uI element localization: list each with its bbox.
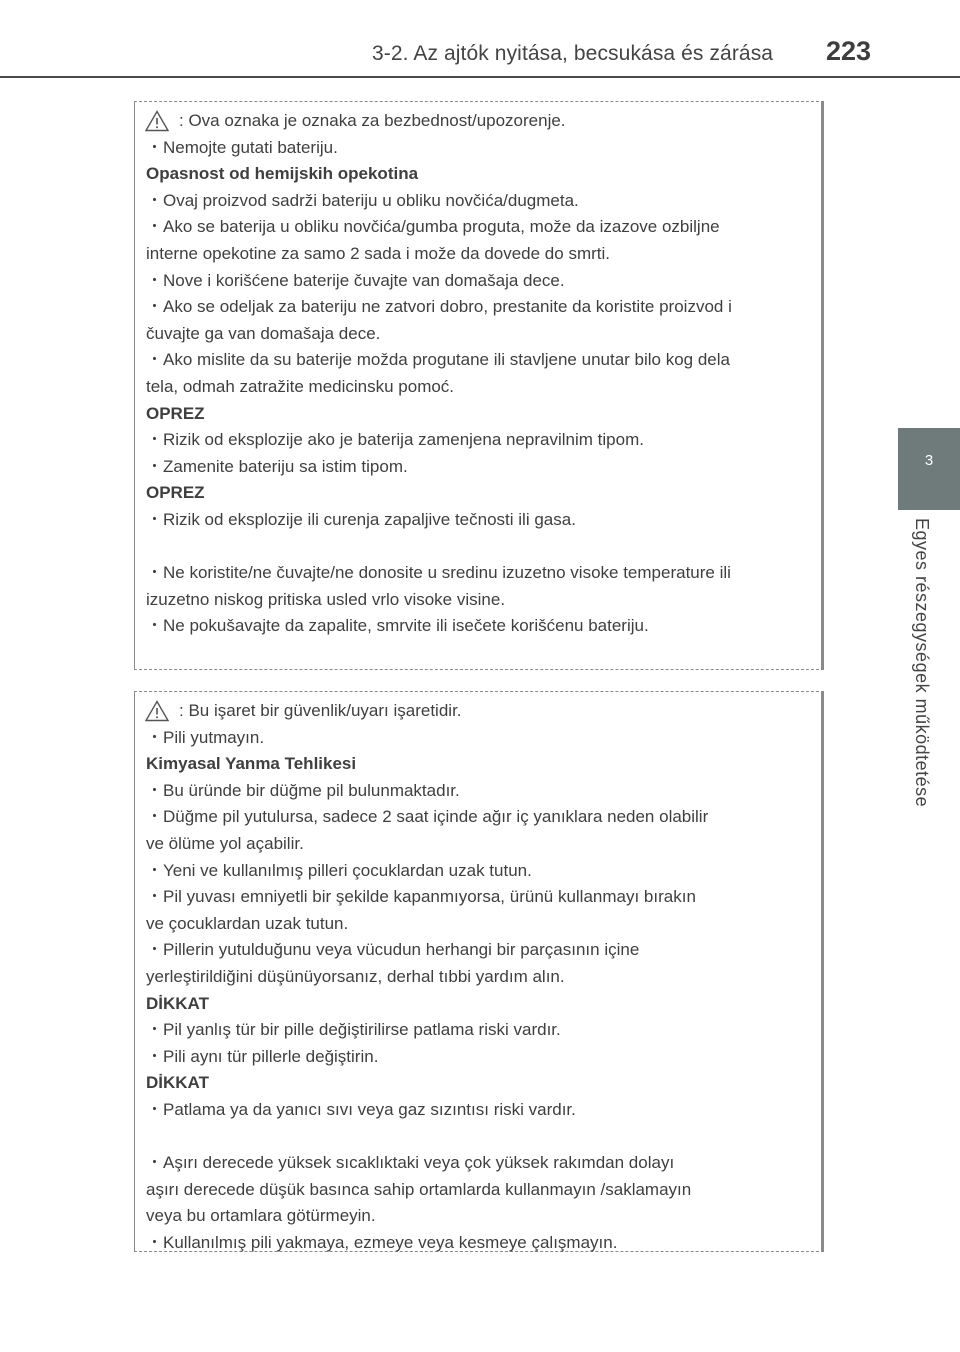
warning-legend-text: : Bu işaret bir güvenlik/uyarı işaretidir. xyxy=(179,701,462,720)
chapter-tab xyxy=(898,428,960,510)
warning-text-line: ・Nemojte gutati bateriju. xyxy=(146,137,338,157)
warning-text-line: ve ölüme yol açabilir. xyxy=(146,833,304,853)
warning-text-line: ・Rizik od eksplozije ako je baterija zamenjena nepravilnim tipom. xyxy=(146,430,644,450)
warning-heading: OPREZ xyxy=(146,483,205,503)
warning-text-line: ・Ako se baterija u obliku novčića/gumba proguta, može da izazove ozbiljne xyxy=(146,217,720,237)
warning-legend-text: : Ova oznaka je oznaka za bezbednost/upozorenje. xyxy=(179,111,566,130)
warning-text-line: ・Ovaj proizvod sadrži bateriju u obliku novčića/dugmeta. xyxy=(146,190,579,210)
warning-text-line: yerleştirildiğini düşünüyorsanız, derhal tıbbi yardım alın. xyxy=(146,966,565,986)
warning-heading: Kimyasal Yanma Tehlikesi xyxy=(146,754,357,774)
warning-legend xyxy=(146,108,811,135)
warning-heading: DİKKAT xyxy=(146,993,209,1013)
warning-heading: Opasnost od hemijskih opekotina xyxy=(146,164,419,184)
warning-text-line: izuzetno niskog pritiska usled vrlo visoke visine. xyxy=(146,589,506,609)
warning-text-line: aşırı derecede düşük basınca sahip ortamlarda kullanmayın /saklamayın xyxy=(146,1179,692,1199)
chapter-label: Egyes részegységek működtetése xyxy=(912,518,932,808)
warning-box-turkish xyxy=(134,691,824,1252)
warning-text-line: interne opekotine za samo 2 sada i može da dovede do smrti. xyxy=(146,243,610,263)
header-divider xyxy=(0,76,960,78)
warning-text-line: ・Rizik od eksplozije ili curenja zapaljive tečnosti ili gasa. xyxy=(146,509,576,529)
warning-text-line: ve çocuklardan uzak tutun. xyxy=(146,913,349,933)
warning-text-line: ・Aşırı derecede yüksek sıcaklıktaki veya çok yüksek rakımdan dolayı xyxy=(146,1153,675,1173)
warning-legend xyxy=(146,698,811,725)
warning-text-line: ・Yeni ve kullanılmış pilleri çocuklardan uzak tutun. xyxy=(146,860,532,880)
section-title: 3-2. Az ajtók nyitása, becsukása és zárása xyxy=(372,42,774,65)
warning-heading: OPREZ xyxy=(146,403,205,423)
warning-text-line: ・Bu üründe bir düğme pil bulunmaktadır. xyxy=(146,780,460,800)
warning-text-line: veya bu ortamlara götürmeyin. xyxy=(146,1206,376,1226)
warning-text-line: ・Patlama ya da yanıcı sıvı veya gaz sızıntısı riski vardır. xyxy=(146,1099,576,1119)
warning-triangle-icon xyxy=(145,110,169,132)
warning-text-line: ・Ne koristite/ne čuvajte/ne donosite u sredinu izuzetno visoke temperature ili xyxy=(146,563,731,583)
warning-text-line: čuvajte ga van domašaja dece. xyxy=(146,323,381,343)
warning-box-serbian xyxy=(134,101,824,670)
warning-text-line: ・Pil yuvası emniyetli bir şekilde kapanmıyorsa, ürünü kullanmayı bırakın xyxy=(146,887,696,907)
warning-text-line: ・Kullanılmış pili yakmaya, ezmeye veya kesmeye çalışmayın. xyxy=(146,1232,618,1252)
chapter-number: 3 xyxy=(924,452,934,469)
warning-text-line: tela, odmah zatražite medicinsku pomoć. xyxy=(146,376,455,396)
warning-triangle-icon xyxy=(145,700,169,722)
warning-text-line: ・Pil yanlış tür bir pille değiştirilirse patlama riski vardır. xyxy=(146,1020,561,1040)
warning-text-line: ・Ako mislite da su baterije možda progutane ili stavljene unutar bilo kog dela xyxy=(146,350,730,370)
blank-line xyxy=(146,534,811,561)
warning-text-line: ・Pillerin yutulduğunu veya vücudun herhangi bir parçasının içine xyxy=(146,940,640,960)
blank-line xyxy=(146,1124,811,1151)
warning-text-line: ・Pili yutmayın. xyxy=(146,727,265,747)
warning-text-line: ・Pili aynı tür pillerle değiştirin. xyxy=(146,1046,379,1066)
warning-heading: DİKKAT xyxy=(146,1073,209,1093)
warning-text-line: ・Zamenite bateriju sa istim tipom. xyxy=(146,456,408,476)
page-number: 223 xyxy=(826,36,872,66)
warning-text-line: ・Nove i korišćene baterije čuvajte van domašaja dece. xyxy=(146,270,565,290)
warning-text-line: ・Düğme pil yutulursa, sadece 2 saat içinde ağır iç yanıklara neden olabilir xyxy=(146,807,709,827)
warning-text-line: ・Ako se odeljak za bateriju ne zatvori dobro, prestanite da koristite proizvod i xyxy=(146,297,732,317)
warning-text-line: ・Ne pokušavajte da zapalite, smrvite ili isečete korišćenu bateriju. xyxy=(146,616,649,636)
